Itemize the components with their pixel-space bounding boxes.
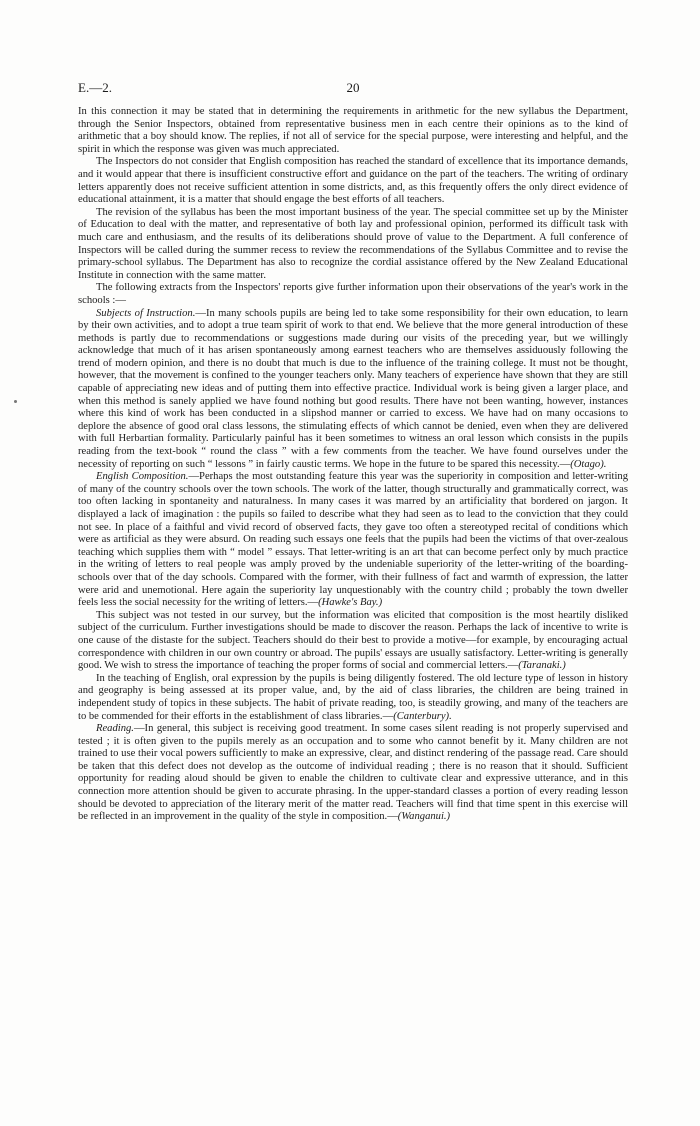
margin-speck xyxy=(14,400,17,403)
source-citation: (Canterbury). xyxy=(393,710,452,722)
section-heading: English Composition. xyxy=(96,471,189,483)
source-citation: (Taranaki.) xyxy=(518,660,566,672)
section-heading: Subjects of Instruction. xyxy=(96,307,196,319)
paragraph-reading: Reading.—In general, this subject is receiving good treatment. In some cases silent reading is not properly supervised and tested ; it is often given to the pupils merely as an occupation and to some who cannot benefit by it. Many children are not trained to use their vocal powers sufficiently to make an expressive, clear, and distinct rendering of the passage read. Care should be taken that this defect does not develop as the outcome of individual reading ; there is no reason that it should. Sufficient opportunity for reading aloud should be given to enable the children to cultivate clear and expressive utterance, and in this connection more attention should be given to accurate phrasing. In the upper-standard classes a portion of every reading lesson should be devoted to appreciation of the literary merit of the matter read. Teachers will find that time spent in this exercise will be reflected in an improvement in the quality of the style in composition.—(Wanganui.) xyxy=(78,723,628,823)
paragraph-arithmetic: In this connection it may be stated that in determining the requirements in arithmetic for the new syllabus the Department, through the Senior Inspectors, obtained from representative business men in each centre their opinions as to the kind of arithmetic that a boy should know. The replies, if not all of service for the special purpose, were interesting and helpful, and the spirit in which the response was given was much appreciated. xyxy=(78,106,628,155)
section-heading: Reading. xyxy=(96,723,134,735)
source-citation: (Otago). xyxy=(570,458,607,470)
page-number: 20 xyxy=(346,80,360,95)
paragraph-subjects-of-instruction: Subjects of Instruction.—In many schools pupils are being led to take some responsibility for their own education, to learn by their own activities, and to adopt a true team spirit of work to that end. We believe that the more general introduction of these methods is partly due to recommendations or suggestions made during our visits of the preceding year, but we willingly acknowledge that much of it has arisen spontaneously among earnest teachers who are themselves assiduously following the trend of modern opinion, and there is no doubt that much is due to the influence of the training college. It must not be thought, however, that the movement is confined to the younger teachers only. Many teachers of experience have shown that they are still capable of appreciating new ideas and of putting them into effective practice. Individual work is being given a larger place, and when this method is sanely applied we have found nothing but good results. There have not been wanting, however, instances where this kind of work has been conducted in a slipshod manner or carried to excess. We have had on many occasions to deplore the absence of good oral class lessons, the stimulating effects of which cannot be denied, even when they are delivered with full Herbartian formality. Particularly painful has it been sometimes to witness an oral lesson which consists in the pupils reading from the text-book “ round the class ” with a few comments from the teacher. We have found ourselves under the necessity of reporting on such “ lessons ” in fairly caustic terms. We hope in the future to be spared this necessity.—(Otago). xyxy=(78,307,629,470)
document-reference: E.—2. xyxy=(78,80,112,95)
source-citation: (Hawke's Bay.) xyxy=(318,597,383,609)
page-header xyxy=(78,80,628,96)
document-body xyxy=(78,106,628,824)
paragraph-english-composition: English Composition.—Perhaps the most outstanding feature this year was the superiority in composition and letter-writing of many of the country schools over the town schools. The work of the latter, though structurally and grammatically correct, was too often lacking in spontaneity and naturalness. In many cases it was marred by an artificiality that bordered on jargon. It displayed a lack of imagination : the pupils so failed to describe what they had seen as to lead to the conviction that they could not see. In place of a faithful and vivid record of observed facts, they gave too often a stereotyped recital of conditions which were as artificial as they were absurd. On reading such essays one feels that the pupils had been the victims of that over-zealous teaching which supplies them with “ model ” essays. That letter-writing is an art that can become perfect only by much practice in the writing of letters to real people was amply proved by the undeniable superiority of the letter-writing of the boarding-schools over that of the day schools. Compared with the former, with their fullness of fact and warmth of expression, the latter were arid and unemotional. Here again the superiority lay unquestionably with the country child ; probably the town dweller feels less the social necessity for the writing of letters.—(Hawke's Bay.) xyxy=(78,471,628,609)
paragraph-composition-standard: The Inspectors do not consider that English composition has reached the standard of excellence that its importance demands, and it would appear that there is insufficient constructive effort and guidance on the part of the teachers. The writing of ordinary letters apparently does not receive sufficient attention in some districts, and, as this frequently offers the only direct evidence of educational attainment, it is a matter that should engage the best efforts of all teachers. xyxy=(78,156,628,206)
paragraph-composition-survey: This subject was not tested in our survey, but the information was elicited that composition is the most heartily disliked subject of the curriculum. Further investigations should be made to discover the reason. Perhaps the lack of incentive to write is one cause of the distaste for the subject. Teachers should do their best to provide a motive—for example, by encouraging actual correspondence with children in our own country or abroad. The pupils' essays are usually satisfactory. Letter-writing is generally good. We wish to stress the importance of teaching the proper forms of social and commercial letters.—(Taranaki.) xyxy=(78,609,628,672)
paragraph-teaching-english: In the teaching of English, oral expression by the pupils is being diligently fostered. The old lecture type of lesson in history and geography is being assessed at its proper value, and, by the aid of class libraries, the children are being trained in independent study of topics in these subjects. The habit of private reading, too, is steadily growing, and many of the teachers are to be commended for their efforts in the establishment of class libraries.—(Canterbury). xyxy=(78,672,628,722)
paragraph-syllabus-revision: The revision of the syllabus has been the most important business of the year. The special committee set up by the Minister of Education to deal with the matter, and representative of both lay and professional opinion, performed its difficult task with much care and enthusiasm, and the results of its deliberations should prove of value to the Department. A full conference of Inspectors will be called during the summer recess to review the recommendations of the Syllabus Committee and to revise the primary-school syllabus. The Department has also to recognize the cordial assistance offered by the New Zealand Educational Institute in connection with the same matter. xyxy=(78,206,628,281)
paragraph-extracts-intro: The following extracts from the Inspectors' reports give further information upon their observations of the year's work in the schools :— xyxy=(78,282,628,306)
source-citation: (Wanganui.) xyxy=(397,811,451,823)
